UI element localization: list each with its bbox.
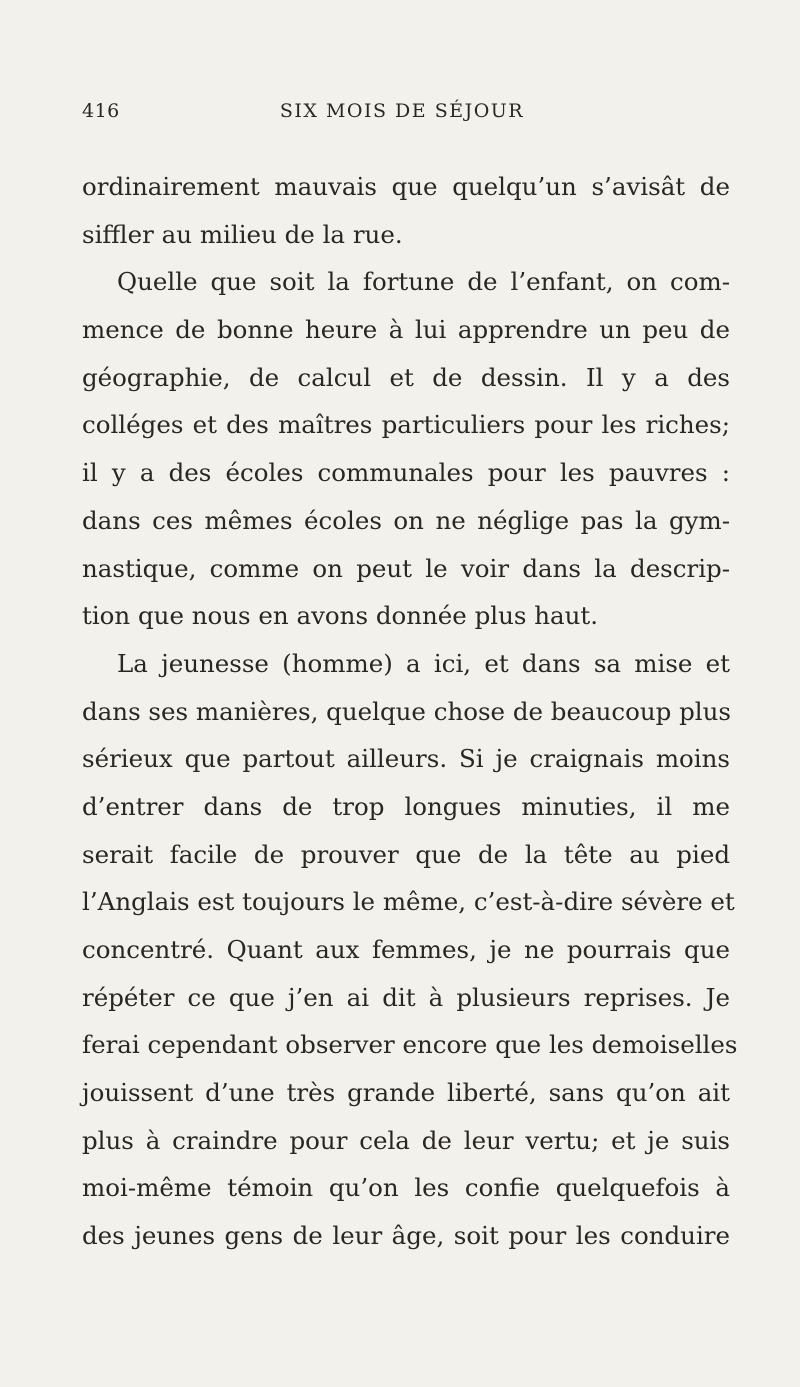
text-line: sérieux que partout ailleurs. Si je craignais moins bbox=[82, 744, 730, 774]
text-line: ordinairement mauvais que quelqu’un s’avisât de bbox=[82, 172, 730, 201]
text-line: nastique, comme on peut le voir dans la descrip- bbox=[82, 553, 730, 583]
text-line: plus à craindre pour cela de leur vertu; et je suis bbox=[82, 1125, 730, 1155]
text-line: répéter ce que j’en ai dit à plusieurs reprises. Je bbox=[82, 982, 730, 1012]
text-line: des jeunes gens de leur âge, soit pour les conduire bbox=[82, 1221, 730, 1251]
text-line: serait facile de prouver que de la tête au pied bbox=[82, 839, 730, 869]
text-line: La jeunesse (homme) a ici, et dans sa mise et bbox=[117, 648, 730, 678]
text-line: moi-même témoin qu’on les confie quelquefois à bbox=[82, 1173, 730, 1203]
text-line: mence de bonne heure à lui apprendre un peu de bbox=[82, 315, 730, 345]
page-header bbox=[82, 100, 722, 130]
text-line: colléges et des maîtres particuliers pour les riches; bbox=[82, 410, 730, 440]
running-head: SIX MOIS DE SÉJOUR bbox=[279, 100, 525, 122]
page-number: 416 bbox=[82, 100, 120, 122]
text-line: Quelle que soit la fortune de l’enfant, on com- bbox=[117, 267, 730, 297]
body-text bbox=[82, 163, 738, 1260]
text-line: dans ses manières, quelque chose de beaucoup plus bbox=[82, 696, 731, 726]
text-line: géographie, de calcul et de dessin. Il y a des bbox=[82, 362, 730, 392]
text-line: dans ces mêmes écoles on ne néglige pas la gym- bbox=[82, 505, 730, 535]
text-line: jouissent d’une très grande liberté, sans qu’on ait bbox=[82, 1078, 730, 1108]
text-line: tion que nous en avons donnée plus haut. bbox=[82, 601, 599, 631]
text-line: l’Anglais est toujours le même, c’est-à-dire sévère et bbox=[82, 887, 735, 917]
text-line: il y a des écoles communales pour les pauvres : bbox=[82, 458, 730, 488]
text-line: concentré. Quant aux femmes, je ne pourrais que bbox=[82, 935, 730, 964]
text-line: siffler au milieu de la rue. bbox=[82, 219, 403, 249]
text-line: d’entrer dans de trop longues minuties, il me bbox=[82, 791, 730, 821]
text-line: ferai cependant observer encore que les demoiselles bbox=[82, 1030, 738, 1060]
